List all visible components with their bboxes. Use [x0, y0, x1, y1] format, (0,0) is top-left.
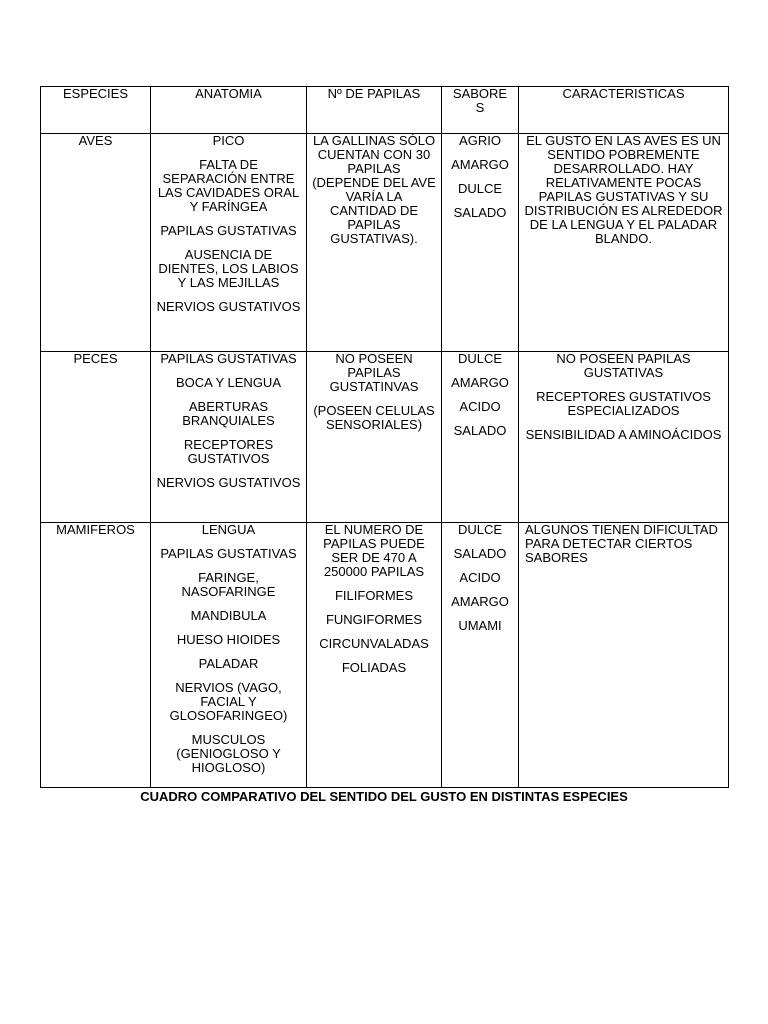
caracteristicas-cell	[519, 352, 729, 523]
caracteristica-item: NO POSEEN PAPILAS GUSTATIVAS	[556, 351, 691, 380]
sabor-item: SALADO	[453, 546, 507, 561]
anatomy-item: NERVIOS GUSTATIVOS	[156, 299, 301, 314]
caracteristica-item: RECEPTORES GUSTATIVOS ESPECIALIZADOS	[536, 389, 711, 418]
anatomy-item: RECEPTORES GUSTATIVOS	[183, 437, 274, 466]
table-caption: CUADRO COMPARATIVO DEL SENTIDO DEL GUSTO EN DISTINTAS ESPECIES	[140, 789, 628, 804]
comparison-table	[40, 86, 729, 788]
anatomy-item: ABERTURAS BRANQUIALES	[182, 399, 275, 428]
caracteristica-item: EL GUSTO EN LAS AVES ES UN SENTIDO POBREMENTE DESARROLLADO. HAY RELATIVAMENTE POCAS PAPILAS GUSTATIVAS Y SU DISTRIBUCIÓN ES ALREDEDOR DE LA LENGUA Y EL PALADAR BLANDO.	[524, 133, 723, 246]
anatomy-item: FALTA DE SEPARACIÓN ENTRE LAS CAVIDADES ORAL Y FARÍNGEA	[157, 157, 300, 214]
caracteristicas-cell	[519, 134, 729, 352]
anatomy-item: MUSCULOS (GENIOGLOSO Y HIOGLOSO)	[176, 732, 281, 775]
header-sabores-part: SABORE	[452, 86, 508, 101]
sabores-cell	[442, 352, 519, 523]
papilas-item: FOLIADAS	[341, 660, 407, 675]
sabor-item: DULCE	[457, 181, 503, 196]
sabor-item: SALADO	[453, 423, 507, 438]
header-sabores	[442, 87, 519, 134]
sabor-item: AMARGO	[451, 157, 509, 172]
anatomy-item: LENGUA	[201, 522, 256, 537]
species-cell: PECES	[41, 352, 151, 523]
header-anatomia: ANATOMIA	[151, 87, 307, 134]
anatomy-item: AUSENCIA DE DIENTES, LOS LABIOS Y LAS MEJILLAS	[158, 247, 299, 290]
sabores-cell	[442, 523, 519, 788]
papilas-cell	[307, 352, 442, 523]
anatomy-item: PAPILAS GUSTATIVAS	[160, 546, 297, 561]
anatomy-item: PALADAR	[198, 656, 259, 671]
sabor-item: AGRIO	[459, 133, 501, 148]
papilas-item: LA GALLINAS SÓLO CUENTAN CON 30 PAPILAS (DEPENDE DEL AVE VARÍA LA CANTIDAD DE PAPILAS GUSTATIVAS).	[312, 133, 436, 246]
sabor-item: DULCE	[457, 351, 503, 366]
papilas-item: EL NUMERO DE PAPILAS PUEDE SER DE 470 A 250000 PAPILAS	[323, 522, 425, 579]
papilas-cell	[307, 523, 442, 788]
anatomy-cell	[151, 352, 307, 523]
caracteristicas-cell	[519, 523, 729, 788]
sabor-item: ACIDO	[459, 399, 501, 414]
header-caracteristicas: CARACTERISTICAS	[519, 87, 729, 134]
papilas-item: CIRCUNVALADAS	[319, 636, 429, 651]
anatomy-item: FARINGE, NASOFARINGE	[181, 570, 276, 599]
anatomy-item: PAPILAS GUSTATIVAS	[160, 223, 297, 238]
header-especies: ESPECIES	[41, 87, 151, 134]
sabor-item: DULCE	[457, 522, 503, 537]
header-papilas: Nº DE PAPILAS	[307, 87, 442, 134]
sabor-item: ACIDO	[459, 570, 501, 585]
papilas-cell	[307, 134, 442, 352]
anatomy-item: PICO	[212, 133, 245, 148]
table-row-mamiferos	[41, 523, 729, 788]
sabor-item: AMARGO	[451, 375, 509, 390]
caracteristica-item: ALGUNOS TIENEN DIFICULTAD PARA DETECTAR CIERTOS SABORES	[525, 522, 718, 565]
anatomy-cell	[151, 134, 307, 352]
anatomy-item: NERVIOS GUSTATIVOS	[156, 475, 301, 490]
anatomy-item: HUESO HIOIDES	[176, 632, 281, 647]
papilas-item: NO POSEEN PAPILAS GUSTATINVAS	[329, 351, 419, 394]
papilas-item: (POSEEN CELULAS SENSORIALES)	[313, 403, 435, 432]
sabor-item: AMARGO	[451, 594, 509, 609]
anatomy-item: MANDIBULA	[190, 608, 267, 623]
sabores-cell	[442, 134, 519, 352]
anatomy-item: BOCA Y LENGUA	[175, 375, 281, 390]
caracteristica-item: SENSIBILIDAD A AMINOÁCIDOS	[525, 427, 722, 442]
papilas-item: FUNGIFORMES	[325, 612, 423, 627]
anatomy-item: PAPILAS GUSTATIVAS	[160, 351, 297, 366]
table-row-peces	[41, 352, 729, 523]
header-sabores-part: S	[475, 100, 485, 115]
sabor-item: SALADO	[453, 205, 507, 220]
species-cell: MAMIFEROS	[41, 523, 151, 788]
sabor-item: UMAMI	[458, 618, 502, 633]
anatomy-item: NERVIOS (VAGO, FACIAL Y GLOSOFARINGEO)	[169, 680, 288, 723]
species-cell: AVES	[41, 134, 151, 352]
table-row-aves	[41, 134, 729, 352]
anatomy-cell	[151, 523, 307, 788]
papilas-item: FILIFORMES	[334, 588, 413, 603]
header-row	[41, 87, 729, 134]
